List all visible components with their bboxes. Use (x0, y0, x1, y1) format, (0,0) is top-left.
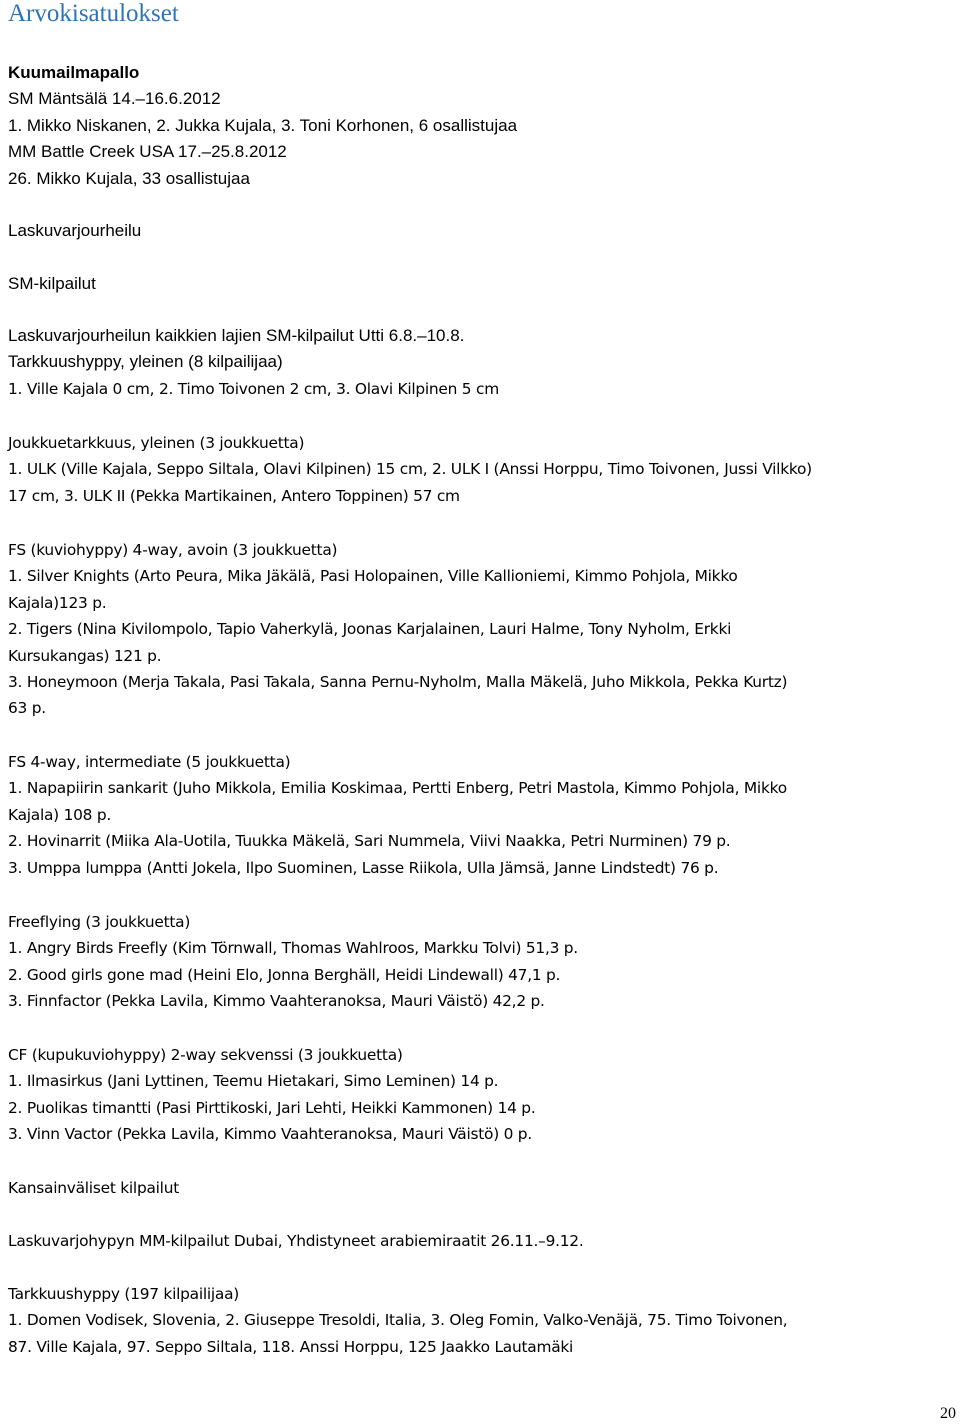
international-heading-block (8, 1175, 953, 1201)
accuracy-team-result-line2: 17 cm, 3. ULK II (Pekka Martikainen, Antero Toppinen) 57 cm (8, 486, 460, 505)
international-accuracy-line2: 87. Ville Kajala, 97. Seppo Siltala, 118. Anssi Horppu, 125 Jaakko Lautamäki (8, 1337, 574, 1356)
freeflying-heading: Freeflying (3 joukkuetta) (8, 913, 191, 931)
fs-open-result-2b: Kursukangas) 121 p. (8, 646, 162, 665)
accuracy-individual-result: 1. Ville Kajala 0 cm, 2. Timo Toivonen 2 cm, 3. Olavi Kilpinen 5 cm (8, 379, 499, 398)
balloon-mm-results: 26. Mikko Kujala, 33 osallistujaa (8, 168, 250, 188)
sm-heading: SM-kilpailut (8, 274, 96, 293)
cf-block (8, 1042, 953, 1148)
accuracy-individual-heading: Tarkkuushyppy, yleinen (8 kilpailijaa) (8, 352, 283, 372)
page-title: Arvokisatulokset (8, 0, 179, 27)
cf-result-1: 1. Ilmasirkus (Jani Lyttinen, Teemu Hietakari, Simo Leminen) 14 p. (8, 1072, 499, 1091)
page-number: 20 (940, 1405, 956, 1422)
skydiving-heading-block (8, 218, 953, 244)
freeflying-result-2: 2. Good girls gone mad (Heini Elo, Jonna Berghäll, Heidi Lindewall) 47,1 p. (8, 965, 561, 984)
fs-open-block (8, 537, 953, 722)
cf-heading: CF (kupukuviohyppy) 2-way sekvenssi (3 joukkuetta) (8, 1046, 403, 1064)
international-event-block (8, 1228, 953, 1254)
sm-heading-block (8, 271, 953, 297)
balloon-sm-event: SM Mäntsälä 14.–16.6.2012 (8, 89, 221, 109)
cf-result-2: 2. Puolikas timantti (Pasi Pirttikoski, Jari Lehti, Heikki Kammonen) 14 p. (8, 1098, 536, 1117)
sm-event-block (8, 323, 953, 402)
balloon-heading: Kuumailmapallo (8, 63, 140, 82)
fs-intermediate-block (8, 749, 953, 881)
cf-result-3: 3. Vinn Vactor (Pekka Lavila, Kimmo Vaahteranoksa, Mauri Väistö) 0 p. (8, 1125, 532, 1144)
fs-open-result-1b: Kajala)123 p. (8, 593, 107, 612)
fs-intermediate-result-1a: 1. Napapiirin sankarit (Juho Mikkola, Emilia Koskimaa, Pertti Enberg, Petri Mastola, Kimmo Pohjola, Mikko (8, 779, 787, 798)
fs-open-result-3b: 63 p. (8, 699, 46, 718)
accuracy-team-result-line1: 1. ULK (Ville Kajala, Seppo Siltala, Olavi Kilpinen) 15 cm, 2. ULK I (Anssi Horppu, Timo Toivonen, Jussi Vilkko) (8, 460, 812, 479)
fs-intermediate-result-3: 3. Umppa lumppa (Antti Jokela, Ilpo Suominen, Lasse Riikola, Ulla Jämsä, Janne Lindstedt) 76 p. (8, 858, 719, 877)
balloon-sm-results: 1. Mikko Niskanen, 2. Jukka Kujala, 3. Toni Korhonen, 6 osallistujaa (8, 115, 518, 135)
freeflying-result-1: 1. Angry Birds Freefly (Kim Törnwall, Thomas Wahlroos, Markku Tolvi) 51,3 p. (8, 939, 578, 958)
international-accuracy-block (8, 1281, 953, 1360)
international-accuracy-heading: Tarkkuushyppy (197 kilpailijaa) (8, 1285, 240, 1303)
accuracy-team-heading: Joukkuetarkkuus, yleinen (3 joukkuetta) (8, 434, 305, 452)
fs-open-result-1a: 1. Silver Knights (Arto Peura, Mika Jäkälä, Pasi Holopainen, Ville Kallioniemi, Kimmo Pohjola, Mikko (8, 567, 738, 586)
fs-open-result-3a: 3. Honeymoon (Merja Takala, Pasi Takala, Sanna Pernu-Nyholm, Malla Mäkelä, Juho Mikkola, Pekka Kurtz) (8, 673, 788, 692)
fs-open-result-2a: 2. Tigers (Nina Kivilompolo, Tapio Vaherkylä, Joonas Karjalainen, Lauri Halme, Tony Nyholm, Erkki (8, 620, 732, 639)
fs-intermediate-heading: FS 4-way, intermediate (5 joukkuetta) (8, 753, 291, 771)
balloon-section (8, 60, 953, 192)
balloon-mm-event: MM Battle Creek USA 17.–25.8.2012 (8, 142, 287, 162)
fs-intermediate-result-1b: Kajala) 108 p. (8, 805, 111, 824)
international-accuracy-line1: 1. Domen Vodisek, Slovenia, 2. Giuseppe Tresoldi, Italia, 3. Oleg Fomin, Valko-Venäjä, 75. Timo Toivonen, (8, 1311, 788, 1330)
sm-event: Laskuvarjourheilun kaikkien lajien SM-kilpailut Utti 6.8.–10.8. (8, 326, 465, 345)
accuracy-team-block (8, 430, 953, 509)
freeflying-block (8, 909, 953, 1015)
fs-open-heading: FS (kuviohyppy) 4-way, avoin (3 joukkuetta) (8, 541, 338, 559)
international-event: Laskuvarjohypyn MM-kilpailut Dubai, Yhdistyneet arabiemiraatit 26.11.–9.12. (8, 1232, 584, 1250)
freeflying-result-3: 3. Finnfactor (Pekka Lavila, Kimmo Vaahteranoksa, Mauri Väistö) 42,2 p. (8, 992, 545, 1011)
international-heading: Kansainväliset kilpailut (8, 1179, 179, 1197)
fs-intermediate-result-2: 2. Hovinarrit (Miika Ala-Uotila, Tuukka Mäkelä, Sari Nummela, Viivi Naakka, Petri Nurminen) 79 p. (8, 832, 731, 851)
skydiving-heading: Laskuvarjourheilu (8, 221, 142, 240)
